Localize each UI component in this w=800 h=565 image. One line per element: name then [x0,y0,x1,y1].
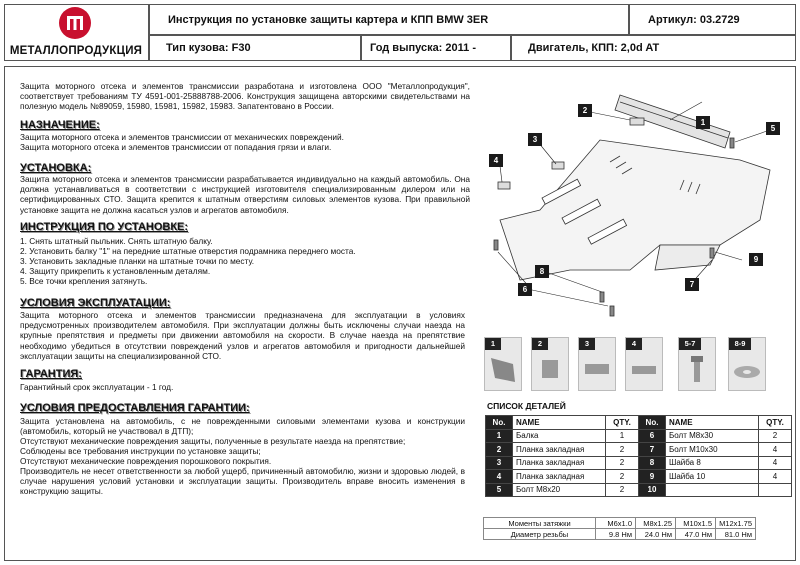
plate-4 [498,182,510,189]
part-num: 6 [639,429,666,443]
body-type: Тип кузова: F30 [166,42,251,54]
part-thumb-label: 2 [532,338,548,350]
engine-gearbox: Двигатель, КПП: 2,0d AT [528,42,660,54]
warranty-text: Гарантийный срок эксплуатации - 1 год. [20,382,174,392]
callout-3: 3 [528,133,542,146]
warranty-terms-heading: УСЛОВИЯ ПРЕДОСТАВЛЕНИЯ ГАРАНТИИ: [20,402,250,414]
torque-value: 9.8 Нм [596,529,636,540]
instructions-heading: ИНСТРУКЦИЯ ПО УСТАНОВКЕ: [20,221,189,233]
torque-size: М10х1.5 [676,518,716,529]
thread-label: Диаметр резьбы [484,529,596,540]
part-num: 7 [639,443,666,457]
warranty-term-3: Соблюдены все требования инструкции по установке защиты; [20,446,261,456]
part-thumb-label: 1 [485,338,501,350]
part-thumb-label: 4 [626,338,642,350]
warranty-term-2: Отсутствуют механические повреждения защиты, полученные в результате наезда на препятствие; [20,436,406,446]
part-qty: 2 [606,470,639,484]
torque-table [483,517,756,540]
warranty-term-4: Отсутствуют механические повреждения порошкового покрытия. [20,456,272,466]
callout-6: 6 [518,283,532,296]
plate-3 [552,162,564,169]
part-name: Болт М10х30 [666,443,759,457]
col-name-header: NAME [666,416,759,430]
parts-table-left [485,415,639,497]
header-divider-body [360,34,362,61]
col-num-header: No. [639,416,666,430]
torque-row-sizes [484,518,756,529]
part-num: 2 [486,443,513,457]
part-num: 1 [486,429,513,443]
callout-5: 5 [766,122,780,135]
part-thumb-5-7 [678,337,716,391]
part-qty: 4 [759,443,792,457]
part-qty: 4 [759,470,792,484]
install-text: Защита моторного отсека и элементов трансмиссии разрабатывается индивидуально на каждый автомобиль. Она должна устанавливаться в соответствии с инструкцией изготовителя специализированным дилером или на сертифицированных СТО. Защита крепится к штатным отверстиям силовых элементов кузова. При правильной установке защита не должна касаться узлов и агрегатов автомобиля. [20,174,470,215]
part-name: Болт М8х20 [513,483,606,497]
col-num-header: No. [486,416,513,430]
torque-label: Моменты затяжки [484,518,596,529]
col-name-header: NAME [513,416,606,430]
instruction-step-5: 5. Все точки крепления затянуть. [20,276,148,286]
parts-table-right [638,415,792,497]
part-name: Планка закладная [513,470,606,484]
purpose-heading: НАЗНАЧЕНИЕ: [20,119,100,131]
logo-text: МЕТАЛЛОПРОДУКЦИЯ [9,45,143,57]
table-row [639,443,792,457]
article-number: Артикул: 03.2729 [648,14,740,26]
callout-4: 4 [489,154,503,167]
part-name: Балка [513,429,606,443]
part-qty: 2 [759,429,792,443]
callout-9: 9 [749,253,763,266]
part-thumb-label: 5-7 [679,338,701,350]
part-qty: 1 [606,429,639,443]
callout-7: 7 [685,278,699,291]
table-row [639,483,792,497]
purpose-line-1: Защита моторного отсека и элементов трансмиссии от механических повреждений. [20,132,344,142]
intro-text: Защита моторного отсека и элементов трансмиссии разработана и изготовлена ООО "Металлопродукция", соответствует требованиям ТУ 4591-001-25888788-2006. Конструкция защищена авторскими свидетельствами на полезную модель №89059, 15980, 15981, 15982, 15983. Запатентовано в России. [20,81,470,112]
instruction-step-2: 2. Установить балку "1" на передние штатные отверстия подрамника переднего моста. [20,246,356,256]
part-num: 5 [486,483,513,497]
skid-plate [500,140,770,280]
warranty-term-1: Защита установлена на автомобиль, с не поврежденными силовыми элементами кузова и конструкции (автомобиль, который не участвовал в ДТП); [20,416,465,437]
part-qty: 4 [759,456,792,470]
header-divider-year [510,34,512,61]
table-row [486,429,639,443]
callout-8: 8 [535,265,549,278]
table-row [639,470,792,484]
part-num: 9 [639,470,666,484]
instruction-step-3: 3. Установить закладные планки на штатные точки по месту. [20,256,255,266]
company-logo [5,5,147,60]
part-qty: 2 [606,456,639,470]
document-title: Инструкция по установке защиты картера и КПП BMW 3ER [168,14,489,26]
torque-row-values [484,529,756,540]
part-num: 10 [639,483,666,497]
torque-size: М8х1.25 [636,518,676,529]
part-thumb-label: 8-9 [729,338,751,350]
table-row [639,429,792,443]
part-thumb-8-9 [728,337,766,391]
part-name: Болт М8х30 [666,429,759,443]
part-thumb-4 [625,337,663,391]
plate-2 [630,118,644,125]
instruction-step-4: 4. Защиту прикрепить к установленным деталям. [20,266,211,276]
part-num: 8 [639,456,666,470]
table-row [486,443,639,457]
production-year: Год выпуска: 2011 - [370,42,476,54]
torque-size: М12х1.75 [716,518,756,529]
torque-size: М6х1.0 [596,518,636,529]
part-qty: 2 [606,443,639,457]
operation-heading: УСЛОВИЯ ЭКСПЛУАТАЦИИ: [20,297,171,309]
part-name: Планка закладная [513,443,606,457]
part-name: Планка закладная [513,456,606,470]
logo-emblem-icon [59,7,91,39]
part-num: 3 [486,456,513,470]
table-row [486,483,639,497]
table-row [486,456,639,470]
part-thumb-1 [484,337,522,391]
purpose-line-2: Защита моторного отсека и элементов трансмиссии от попадания грязи и влаги. [20,142,332,152]
part-thumb-2 [531,337,569,391]
instruction-step-1: 1. Снять штатный пыльник. Снять штатную балку. [20,236,213,246]
col-qty-header: QTY. [759,416,792,430]
header-divider-logo [148,4,150,61]
install-heading: УСТАНОВКА: [20,162,92,174]
warranty-term-5: Производитель не несет ответственности за любой ущерб, причиненный автомобилю, жизни и здоровью людей, в случае нарушения условий установки и эксплуатации защиты. Производитель вправе вносить изменения в конструкцию защиты. [20,466,465,497]
part-name: Шайба 8 [666,456,759,470]
part-name: Шайба 10 [666,470,759,484]
part-thumb-label: 3 [579,338,595,350]
warranty-heading: ГАРАНТИЯ: [20,368,82,380]
table-row [639,456,792,470]
part-num: 4 [486,470,513,484]
torque-value: 24.0 Нм [636,529,676,540]
header-divider-article [628,4,630,35]
part-qty [759,483,792,497]
table-row [486,470,639,484]
operation-text: Защита моторного отсека и элементов трансмиссии предназначена для эксплуатации в условиях предусмотренных производителем автомобиля. При эксплуатации должны быть исключены случаи наезда на крупные препятствия и предметы при движении автомобиля на скорости. В случае наезда на препятствие необходимо убедиться в отсутствии повреждений узлов и агрегатов автомобиля и пригодности дальнейшей эксплуатации защиты на специализированной СТО. [20,310,465,361]
parts-list-title: СПИСОК ДЕТАЛЕЙ [487,401,566,411]
callout-1: 1 [696,116,710,129]
part-qty: 2 [606,483,639,497]
torque-value: 47.0 Нм [676,529,716,540]
header-divider-row [148,34,796,36]
part-name [666,483,759,497]
table-header-row [639,416,792,430]
torque-value: 81.0 Нм [716,529,756,540]
part-thumb-3 [578,337,616,391]
col-qty-header: QTY. [606,416,639,430]
table-header-row [486,416,639,430]
callout-2: 2 [578,104,592,117]
